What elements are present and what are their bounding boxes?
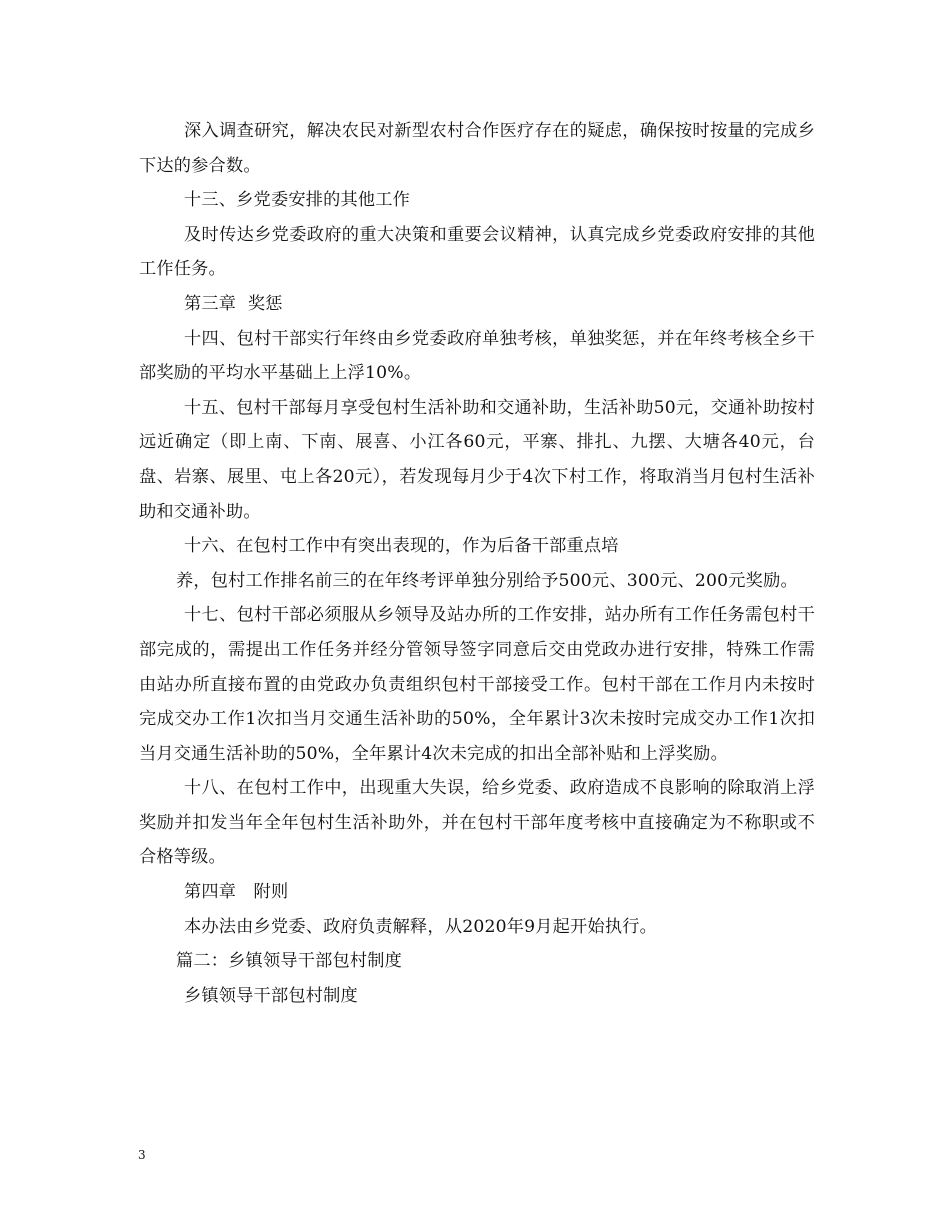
body-paragraph: 本办法由乡党委、政府负责解释，从2020年9月起开始执行。 (184, 916, 657, 937)
body-paragraph: 及时传达乡党委政府的重大决策和重要会议精神，认真完成乡党委政府安排的其他工作任务。 (139, 224, 815, 280)
chapter-heading: 第三章 奖惩 (184, 293, 283, 314)
body-paragraph: 十五、包村干部每月享受包村生活补助和交通补助，生活补助50元，交通补助按村远近确定（即上南、下南、展喜、小江各60元，平寨、排扎、九摆、大塘各40元，台盘、岩寨、展里、屯上各20元），若发现每月少于4次下村工作，将取消当月包村生活补助和交通补助。 (139, 397, 815, 522)
document-body (139, 114, 815, 1013)
body-paragraph: 十八、在包村工作中，出现重大失误，给乡党委、政府造成不良影响的除取消上浮奖励并扣发当年全年包村生活补助外，并在包村干部年度考核中直接确定为不称职或不合格等级。 (139, 778, 815, 868)
body-paragraph: 十六、在包村工作中有突出表现的，作为后备干部重点培 (184, 536, 619, 557)
section-title: 乡镇领导干部包村制度 (184, 985, 358, 1006)
body-paragraph: 十七、包村干部必须服从乡领导及站办所的工作安排，站办所有工作任务需包村干部完成的，需提出工作任务并经分管领导签字同意后交由党政办进行安排，特殊工作需由站办所直接布置的由党政办负责组织包村干部接受工作。包村干部在工作月内未按时完成交办工作1次扣当月交通生活补助的50%，全年累计3次未按时完成交办工作1次扣当月交通生活补助的50%，全年累计4次未完成的扣出全部补贴和上浮奖励。 (139, 605, 815, 764)
body-paragraph: 深入调查研究，解决农民对新型农村合作医疗存在的疑虑，确保按时按量的完成乡下达的参合数。 (139, 121, 815, 176)
page-number: 3 (138, 1148, 146, 1162)
body-paragraph-continuation: 养，包村工作排名前三的在年终考评单独分别给予500元、300元、200元奖励。 (176, 570, 798, 591)
body-paragraph: 十四、包村干部实行年终由乡党委政府单独考核，单独奖惩，并在年终考核全乡干部奖励的平均水平基础上上浮10%。 (139, 328, 815, 384)
section-heading: 篇二：乡镇领导干部包村制度 (176, 951, 403, 972)
chapter-heading: 第四章 附则 (184, 882, 289, 903)
section-heading: 十三、乡党委安排的其他工作 (184, 190, 411, 211)
